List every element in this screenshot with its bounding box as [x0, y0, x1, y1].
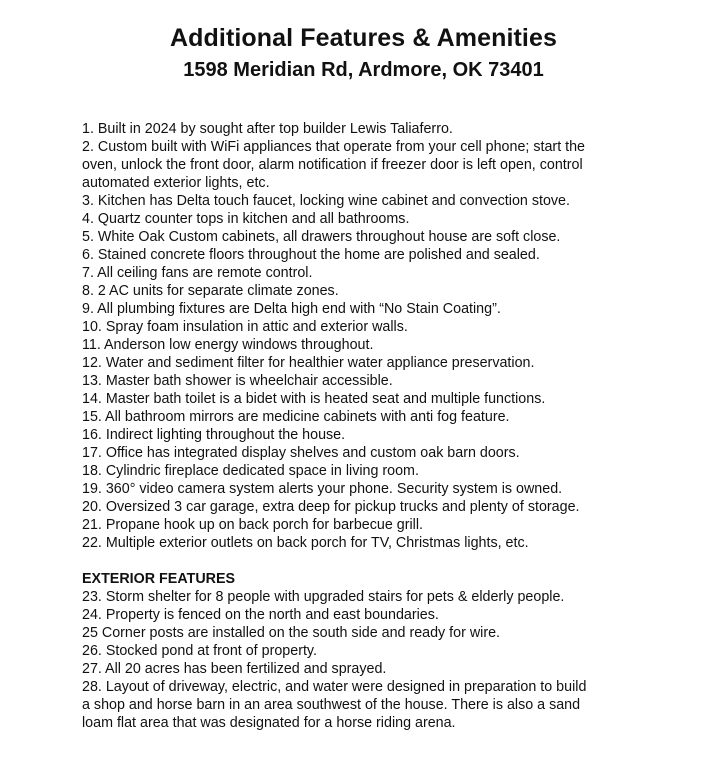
feature-line: 13. Master bath shower is wheelchair accessible. [82, 373, 393, 389]
section-spacer [82, 552, 662, 570]
feature-line: 10. Spray foam insulation in attic and exterior walls. [82, 319, 408, 335]
feature-line: 28. Layout of driveway, electric, and water were designed in preparation to build [82, 679, 587, 695]
feature-line: 25 Corner posts are installed on the south side and ready for wire. [82, 625, 501, 641]
feature-line: 17. Office has integrated display shelves and custom oak barn doors. [82, 445, 520, 461]
interior-features-block [82, 120, 662, 552]
feature-line: 26. Stocked pond at front of property. [82, 643, 317, 659]
feature-line: 9. All plumbing fixtures are Delta high end with “No Stain Coating”. [82, 301, 501, 317]
property-address: 1598 Meridian Rd, Ardmore, OK 73401 [183, 59, 544, 81]
feature-line: 5. White Oak Custom cabinets, all drawers throughout house are soft close. [82, 229, 561, 245]
feature-line: a shop and horse barn in an area southwest of the house. There is also a sand [82, 697, 581, 713]
feature-line: 6. Stained concrete floors throughout the home are polished and sealed. [82, 247, 540, 263]
features-list [82, 120, 662, 732]
feature-line: 8. 2 AC units for separate climate zones. [82, 283, 339, 299]
feature-line: 11. Anderson low energy windows throughout. [82, 337, 374, 353]
feature-line: 7. All ceiling fans are remote control. [82, 265, 313, 281]
feature-line: 14. Master bath toilet is a bidet with is heated seat and multiple functions. [82, 391, 546, 407]
feature-line: loam flat area that was designated for a horse riding arena. [82, 715, 456, 731]
feature-line: 23. Storm shelter for 8 people with upgraded stairs for pets & elderly people. [82, 589, 565, 605]
feature-line: 3. Kitchen has Delta touch faucet, locking wine cabinet and convection stove. [82, 193, 570, 209]
feature-line: 1. Built in 2024 by sought after top builder Lewis Taliaferro. [82, 121, 453, 137]
feature-line: 2. Custom built with WiFi appliances that operate from your cell phone; start the [82, 139, 586, 155]
feature-line: 15. All bathroom mirrors are medicine cabinets with anti fog feature. [82, 409, 510, 425]
exterior-features-block [82, 588, 662, 732]
feature-line: 22. Multiple exterior outlets on back porch for TV, Christmas lights, etc. [82, 535, 529, 551]
feature-line: automated exterior lights, etc. [82, 175, 270, 191]
feature-line: 24. Property is fenced on the north and east boundaries. [82, 607, 439, 623]
feature-line: oven, unlock the front door, alarm notification if freezer door is left open, control [82, 157, 583, 173]
feature-line: 12. Water and sediment filter for healthier water appliance preservation. [82, 355, 535, 371]
document-title: Additional Features & Amenities [170, 24, 557, 52]
feature-line: 20. Oversized 3 car garage, extra deep for pickup trucks and plenty of storage. [82, 499, 580, 515]
feature-line: 27. All 20 acres has been fertilized and sprayed. [82, 661, 387, 677]
feature-line: 19. 360° video camera system alerts your phone. Security system is owned. [82, 481, 563, 497]
feature-line: 16. Indirect lighting throughout the house. [82, 427, 346, 443]
feature-line: 4. Quartz counter tops in kitchen and all bathrooms. [82, 211, 410, 227]
feature-line: 21. Propane hook up on back porch for barbecue grill. [82, 517, 423, 533]
exterior-features-heading: EXTERIOR FEATURES [82, 571, 236, 587]
feature-line: 18. Cylindric fireplace dedicated space in living room. [82, 463, 419, 479]
